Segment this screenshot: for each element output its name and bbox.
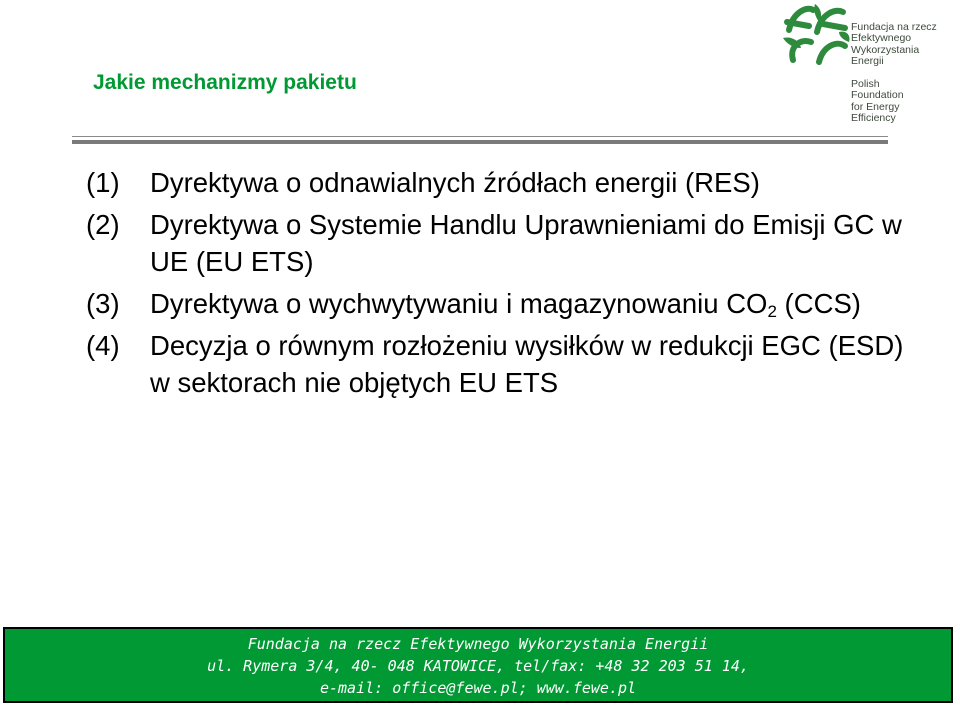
footer-org-name: Fundacja na rzecz Efektywnego Wykorzystania Energii: [247, 635, 709, 653]
footer-address: ul. Rymera 3/4, 40- 048 KATOWICE, tel/fax: +48 32 203 51 14,: [207, 657, 749, 675]
subscript-text: 2: [767, 302, 777, 321]
logo-text-line: for Energy: [851, 100, 900, 113]
item-text: Dyrektywa o Systemie Handlu Uprawnieniami do Emisji GC w UE (EU ETS): [150, 209, 902, 277]
logo-text-line: Efektywnego: [851, 32, 912, 45]
mechanism-list: [86, 164, 906, 406]
fewe-leaf-logo-icon: [779, 2, 851, 68]
footer-banner: [3, 627, 953, 703]
header-divider-thick: [72, 140, 888, 144]
logo-text-line: Fundacja na rzecz: [851, 21, 937, 33]
list-item: [86, 164, 906, 201]
logo-text-polish: [851, 22, 937, 68]
logo-text-line: Polish: [851, 78, 880, 90]
item-text: [150, 288, 861, 319]
item-text: Dyrektywa o odnawialnych źródłach energii (RES): [150, 167, 760, 198]
list-item: [86, 327, 906, 401]
item-number: (2): [86, 209, 120, 240]
logo-text-line: Wykorzystania: [851, 43, 920, 56]
header-divider-thin: [72, 136, 888, 137]
logo-text-line: Efficiency: [851, 112, 896, 125]
item-text: Decyzja o równym rozłożeniu wysiłków w redukcji EGC (ESD) w sektorach nie objętych EU ETS: [150, 330, 904, 398]
item-number: (4): [86, 330, 120, 361]
item-text-part: Dyrektywa o wychwytywaniu i magazynowaniu CO: [150, 288, 768, 319]
footer-contact: e-mail: office@fewe.pl; www.fewe.pl: [319, 679, 637, 697]
item-number: (1): [86, 167, 120, 198]
item-text-part: (CCS): [776, 288, 861, 319]
list-item: [86, 206, 906, 280]
logo-text-line: Foundation: [851, 89, 904, 102]
logo-text-line: Energii: [851, 55, 884, 68]
list-item: [86, 285, 906, 322]
item-number: (3): [86, 288, 120, 319]
logo-text-english: [851, 79, 904, 125]
page-title: Jakie mechanizmy pakietu: [93, 71, 357, 94]
